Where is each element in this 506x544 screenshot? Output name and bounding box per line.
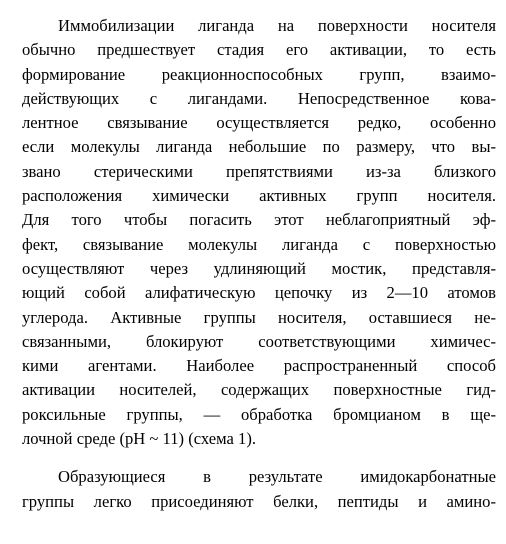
paragraph-1 bbox=[22, 14, 496, 451]
text-line: лочной среде (pH ~ 11) (схема 1). bbox=[22, 429, 256, 449]
text-line: расположения химически активных групп носителя. bbox=[22, 186, 496, 206]
text-line: если молекулы лиганда небольшие по размеру, что вы- bbox=[22, 137, 496, 157]
text-line: формирование реакционноспособных групп, взаимо- bbox=[22, 64, 496, 84]
text-line: Иммобилизации лиганда на поверхности носителя bbox=[58, 16, 496, 35]
text-line: действующих с лигандами. Непосредственное кова- bbox=[22, 88, 496, 108]
text-line: связанными, блокируют соответствующими химичес- bbox=[22, 331, 496, 351]
text-line: Для того чтобы погасить этот неблагоприятный эф- bbox=[22, 210, 496, 230]
text-line: группы легко присоединяют белки, пептиды и амино- bbox=[22, 491, 496, 511]
text-line: осуществляют через удлиняющий мостик, представля- bbox=[22, 258, 496, 278]
text-line: обычно предшествует стадия его активации, то есть bbox=[22, 40, 496, 60]
text-line: фект, связывание молекулы лиганда с поверхностью bbox=[22, 234, 496, 254]
text-line: роксильные группы, — обработка бромцианом в ще- bbox=[22, 404, 496, 424]
text-line: активации носителей, содержащих поверхностные гид- bbox=[22, 380, 496, 400]
text-line: ющий собой алифатическую цепочку из 2—10 атомов bbox=[22, 283, 496, 303]
text-line: кими агентами. Наиболее распространенный способ bbox=[22, 356, 496, 376]
text-line: углерода. Активные группы носителя, оставшиеся не- bbox=[22, 307, 496, 327]
text-line: лентное связывание осуществляется редко, особенно bbox=[22, 113, 496, 133]
text-line: звано стерическими препятствиями из-за близкого bbox=[22, 161, 496, 181]
paragraph-2 bbox=[22, 465, 496, 514]
text-line: Образующиеся в результате имидокарбонатные bbox=[58, 467, 496, 487]
